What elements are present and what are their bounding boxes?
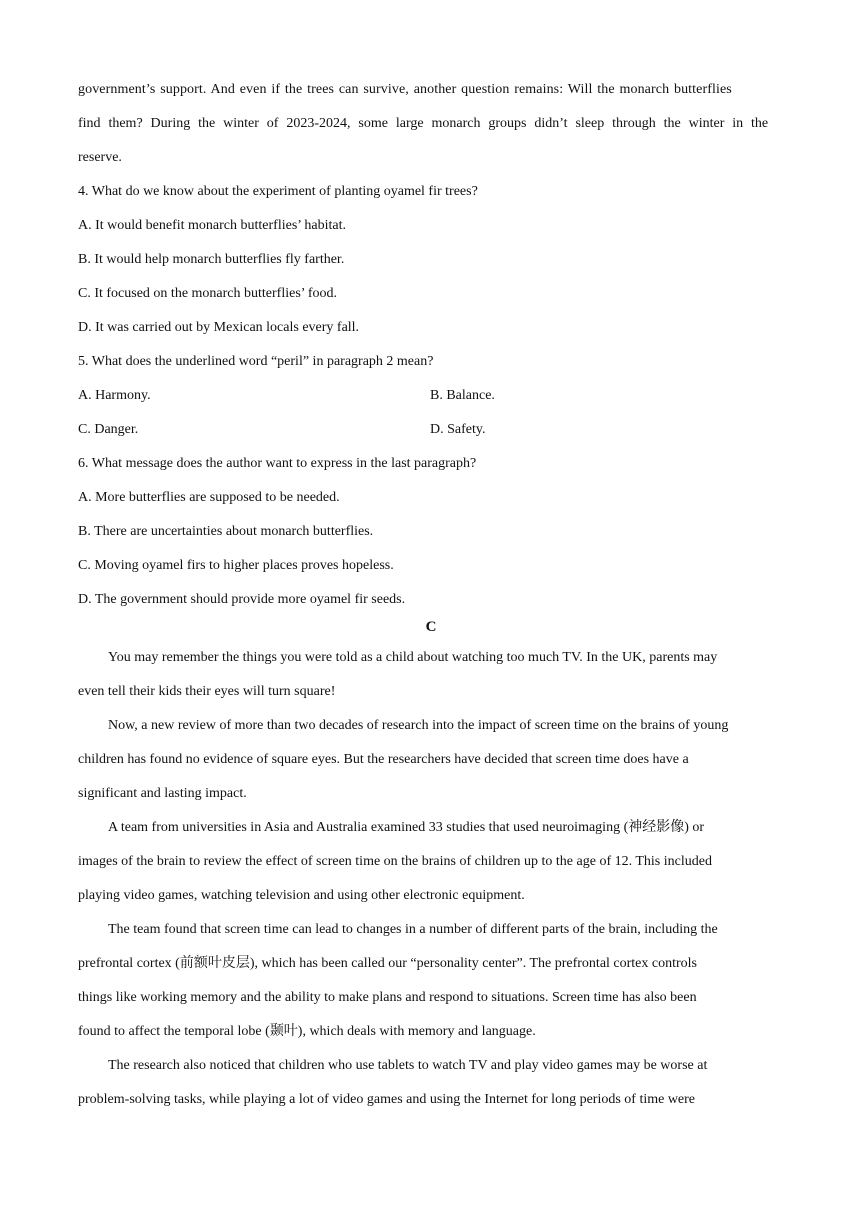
option-a: A. It would benefit monarch butterflies’ habitat. xyxy=(78,218,346,233)
text-line: children has found no evidence of square eyes. But the researchers have decided that screen time does have a xyxy=(78,752,689,767)
question-stem: 5. What does the underlined word “peril” in paragraph 2 mean? xyxy=(78,354,434,369)
paragraph xyxy=(78,709,784,811)
option-d: D. The government should provide more oyamel fir seeds. xyxy=(78,592,406,607)
paragraph xyxy=(78,913,784,1049)
option-c: C. Moving oyamel firs to higher places proves hopeless. xyxy=(78,558,394,573)
text-line: things like working memory and the ability to make plans and respond to situations. Screen time has also been xyxy=(78,990,697,1005)
text-line: found to affect the temporal lobe (颞叶), which deals with memory and language. xyxy=(78,1024,536,1039)
option-a: A. More butterflies are supposed to be needed. xyxy=(78,490,340,505)
option-b: B. It would help monarch butterflies fly farther. xyxy=(78,252,345,267)
text-line: problem-solving tasks, while playing a lot of video games and using the Internet for long periods of time were xyxy=(78,1092,696,1107)
question-stem: 4. What do we know about the experiment of planting oyamel fir trees? xyxy=(78,184,478,199)
text-line: The team found that screen time can lead to changes in a number of different parts of the brain, including the xyxy=(108,922,718,937)
section-heading: C xyxy=(425,619,437,635)
option-b: B. Balance. xyxy=(430,388,495,403)
text-line: prefrontal cortex (前额叶皮层), which has been called our “personality center”. The prefrontal cortex controls xyxy=(78,956,698,971)
text-line: Now, a new review of more than two decades of research into the impact of screen time on the brains of young xyxy=(108,718,729,733)
question-5 xyxy=(78,345,784,447)
options-row xyxy=(78,413,784,447)
question-stem: 6. What message does the author want to express in the last paragraph? xyxy=(78,456,477,471)
text-line: government’s support. And even if the trees can survive, another question remains: Will the monarch butterflies xyxy=(78,82,732,97)
text-line: images of the brain to review the effect of screen time on the brains of children up to the age of 12. This included xyxy=(78,854,712,869)
text-line: A team from universities in Asia and Australia examined 33 studies that used neuroimaging (神经影像) or xyxy=(108,820,705,835)
question-4 xyxy=(78,175,784,345)
paragraph xyxy=(78,641,784,709)
question-6 xyxy=(78,447,784,617)
text-line: reserve. xyxy=(78,150,122,165)
text-line: significant and lasting impact. xyxy=(78,786,247,801)
text-line: You may remember the things you were told as a child about watching too much TV. In the UK, parents may xyxy=(108,650,718,665)
previous-passage-paragraph xyxy=(78,73,784,175)
text-line: find them? During the winter of 2023-2024, some large monarch groups didn’t sleep through the winter in the xyxy=(78,116,769,131)
option-d: D. Safety. xyxy=(430,422,486,437)
paragraph xyxy=(78,811,784,913)
document-page xyxy=(78,73,784,1117)
option-c: C. It focused on the monarch butterflies’ food. xyxy=(78,286,338,301)
option-b: B. There are uncertainties about monarch butterflies. xyxy=(78,524,374,539)
text-line: playing video games, watching television and using other electronic equipment. xyxy=(78,888,525,903)
text-line: The research also noticed that children who use tablets to watch TV and play video games may be worse at xyxy=(108,1058,708,1073)
paragraph xyxy=(78,1049,784,1117)
option-a: A. Harmony. xyxy=(78,388,151,403)
passage-c xyxy=(78,641,784,1117)
options-row xyxy=(78,379,784,413)
option-d: D. It was carried out by Mexican locals every fall. xyxy=(78,320,360,335)
text-line: even tell their kids their eyes will turn square! xyxy=(78,684,336,699)
option-c: C. Danger. xyxy=(78,422,139,437)
